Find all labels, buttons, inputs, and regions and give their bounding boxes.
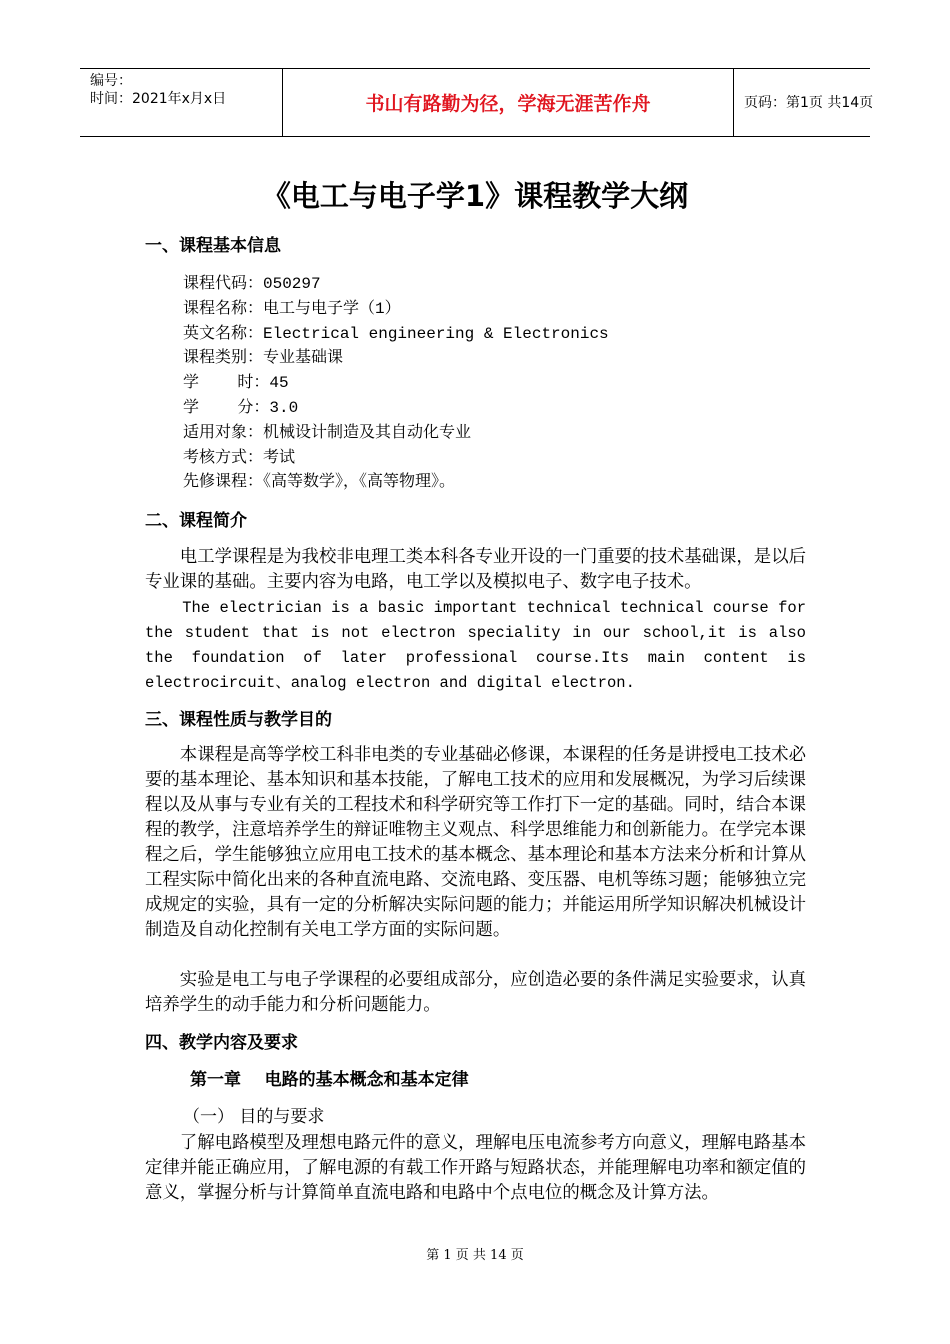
header-page-cell (734, 69, 874, 136)
header-motto-cell (282, 69, 734, 136)
page-number-label: 页码：第1页 共14页 (744, 95, 874, 111)
info-row: 考核方式：考试 (183, 448, 296, 467)
info-row: 课程名称：电工与电子学（1） (183, 299, 401, 318)
chapter-heading: 第一章 电路的基本概念和基本定律 (190, 1070, 469, 1090)
info-row: 适用对象：机械设计制造及其自动化专业 (183, 423, 472, 442)
section-heading: 一、课程基本信息 (145, 236, 281, 256)
chapter-paragraph: 了解电路模型及理想电路元件的意义，理解电压电流参考方向意义，理解电路基本定律并能正确应用，了解电源的有载工作开路与短路状态，并能理解电功率和额定值的意义，掌握分析与计算简单直流电路和电路中个点电位的概念及计算方法。 (145, 1133, 806, 1203)
section-heading: 二、课程简介 (145, 511, 247, 531)
subsection-heading: （一） 目的与要求 (183, 1107, 325, 1127)
page-header (80, 68, 874, 137)
section-heading: 四、教学内容及要求 (145, 1033, 298, 1053)
info-row: 课程类别：专业基础课 (183, 349, 344, 368)
purpose-paragraph: 本课程是高等学校工科非电类的专业基础必修课，本课程的任务是讲授电工技术必要的基本理论、基本知识和基本技能，了解电工技术的应用和发展概况，为学习后续课程以及从事与专业有关的工程技术和科学研究等工作打下一定的基础。同时，结合本课程的教学，注意培养学生的辩证唯物主义观点、科学思维能力和创新能力。在学完本课程之后，学生能够独立应用电工技术的基本概念、基本理论和基本方法来分析和计算从工程实际中简化出来的各种直流电路、交流电路、变压器、电机等练习题；能够独立完成规定的实验，具有一定的分析解决实际问题的能力；并能运用所学知识解决机械设计制造及自动化控制有关电工学方面的实际问题。 (145, 745, 806, 940)
info-row: 课程代码：050297 (183, 275, 321, 293)
info-row: 英文名称：Electrical engineering & Electronics (183, 324, 609, 343)
date-label: 时间：2021年x月x日 (90, 91, 227, 107)
header-info-cell (80, 69, 282, 136)
intro-paragraph-cn: 电工学课程是为我校非电理工类本科各专业开设的一门重要的技术基础课，是以后专业课的基础。主要内容为电路，电工学以及模拟电子、数字电子技术。 (145, 547, 806, 592)
course-info-list (183, 272, 609, 495)
number-label: 编号： (90, 73, 132, 89)
info-row: 先修课程：《高等数学》，《高等物理》。 (183, 473, 456, 492)
motto: 书山有路勤为径，学海无涯苦作舟 (365, 93, 651, 115)
section-heading: 三、课程性质与教学目的 (145, 710, 332, 730)
info-row: 学 分：3.0 (183, 398, 299, 417)
document-title: 《电工与电子学1》课程教学大纲 (261, 179, 689, 213)
page-footer: 第 1 页 共 14 页 (426, 1248, 524, 1263)
info-row: 学 时：45 (183, 374, 289, 393)
experiment-paragraph: 实验是电工与电子学课程的必要组成部分，应创造必要的条件满足实验要求，认真培养学生的动手能力和分析问题能力。 (145, 970, 806, 1015)
intro-paragraph-en: The electrician is a basic important technical technical course for the student that is not electron speciality in our school,it is also the foundation of later professional course.Its main content is electrocircuit、analog electron and digital electron. (145, 599, 806, 692)
